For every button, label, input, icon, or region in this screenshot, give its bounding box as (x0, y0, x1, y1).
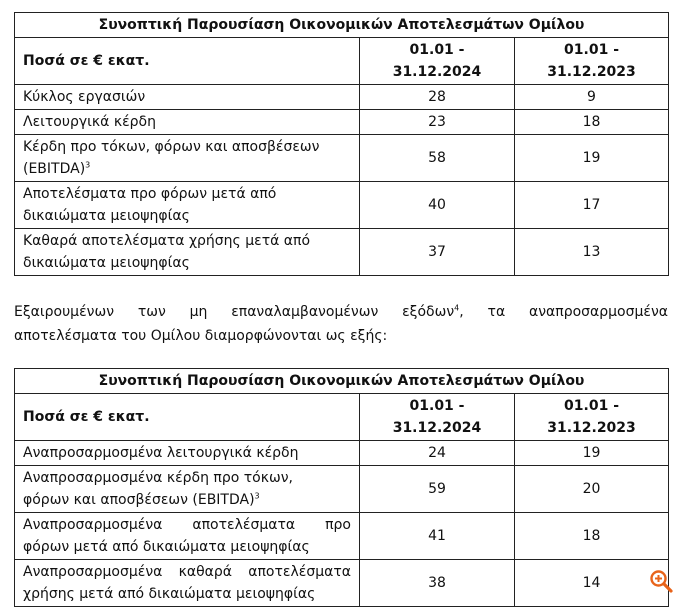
row-label (15, 135, 360, 182)
period-2024-header: 01.01 - 31.12.2024 (360, 38, 515, 85)
row-label-line1: Αναπροσαρμοσμένα κέρδη προ τόκων, (23, 470, 293, 486)
table-title: Συνοπτική Παρουσίαση Οικονομικών Αποτελεσμάτων Ομίλου (15, 369, 669, 394)
table-row (15, 85, 669, 110)
value-2023: 19 (515, 135, 669, 182)
row-label: Αναπροσαρμοσμένα λειτουργικά κέρδη (15, 441, 360, 466)
row-label (15, 466, 360, 513)
table-row (15, 466, 669, 513)
row-label-line2: χρήσης μετά από δικαιώματα μειοψηφίας (23, 586, 316, 602)
amount-unit-header: Ποσά σε € εκατ. (15, 394, 360, 441)
table-row (15, 182, 669, 229)
value-2024: 37 (360, 229, 515, 276)
table-header-row (15, 38, 669, 85)
row-label-line1: Κέρδη προ τόκων, φόρων και αποσβέσεων (23, 139, 320, 155)
value-2023: 20 (515, 466, 669, 513)
row-label-line2: δικαιώματα μειοψηφίας (23, 255, 190, 271)
value-2024: 59 (360, 466, 515, 513)
paragraph-line2: αποτελέσματα του Ομίλου διαμορφώνονται ως εξής: (14, 328, 388, 344)
value-2023: 9 (515, 85, 669, 110)
table-row (15, 229, 669, 276)
results-table-2024 (14, 12, 669, 276)
value-2024: 40 (360, 182, 515, 229)
table-header-row (15, 394, 669, 441)
row-label-line2: (EBITDA) (23, 161, 86, 177)
amount-unit-header: Ποσά σε € εκατ. (15, 38, 360, 85)
paragraph-line1: Εξαιρουμένων των μη επαναλαμβανομένων εξόδων$^4$, τα αναπροσαρμοσμένα (14, 303, 668, 320)
value-2024: 58 (360, 135, 515, 182)
row-label-line2: δικαιώματα μειοψηφίας (23, 208, 190, 224)
table-title: Συνοπτική Παρουσίαση Οικονομικών Αποτελεσμάτων Ομίλου (15, 13, 669, 38)
table-row (15, 110, 669, 135)
row-label: Λειτουργικά κέρδη (15, 110, 360, 135)
table-row (15, 135, 669, 182)
table-title-row (15, 369, 669, 394)
row-label-line1: Αναπροσαρμοσμένα καθαρά αποτελέσματα (23, 564, 351, 580)
adjusted-results-paragraph (14, 300, 668, 348)
row-label-line1: Καθαρά αποτελέσματα χρήσης μετά από (23, 233, 311, 249)
table-row (15, 560, 669, 607)
row-label (15, 560, 360, 607)
row-label (15, 182, 360, 229)
value-2024: 24 (360, 441, 515, 466)
zoom-in-icon-graphic (648, 568, 674, 594)
footnote-ref: 3 (85, 160, 91, 170)
zoom-in-icon[interactable] (648, 568, 674, 594)
footnote-ref: 3 (254, 491, 260, 501)
value-2024: 38 (360, 560, 515, 607)
value-2024: 41 (360, 513, 515, 560)
period-2024-header: 01.01 - 31.12.2024 (360, 394, 515, 441)
value-2023: 18 (515, 110, 669, 135)
value-2023: 14 (515, 560, 669, 607)
row-label: Κύκλος εργασιών (15, 85, 360, 110)
value-2023: 17 (515, 182, 669, 229)
period-2023-header: 01.01 - 31.12.2023 (515, 38, 669, 85)
table-row (15, 513, 669, 560)
value-2023: 19 (515, 441, 669, 466)
row-label-line2: φόρων και αποσβέσεων (EBITDA) (23, 492, 255, 508)
row-label-line1: Αναπροσαρμοσμένα αποτελέσματα προ (23, 517, 351, 533)
value-2024: 23 (360, 110, 515, 135)
value-2023: 13 (515, 229, 669, 276)
table-row (15, 441, 669, 466)
row-label-line2: φόρων μετά από δικαιώματα μειοψηφίας (23, 539, 310, 555)
row-label (15, 229, 360, 276)
table-title-row (15, 13, 669, 38)
period-2023-header: 01.01 - 31.12.2023 (515, 394, 669, 441)
adjusted-results-table (14, 368, 669, 607)
footnote-ref: 4 (454, 303, 460, 313)
value-2024: 28 (360, 85, 515, 110)
row-label (15, 513, 360, 560)
value-2023: 18 (515, 513, 669, 560)
row-label-line1: Αποτελέσματα προ φόρων μετά από (23, 186, 277, 202)
